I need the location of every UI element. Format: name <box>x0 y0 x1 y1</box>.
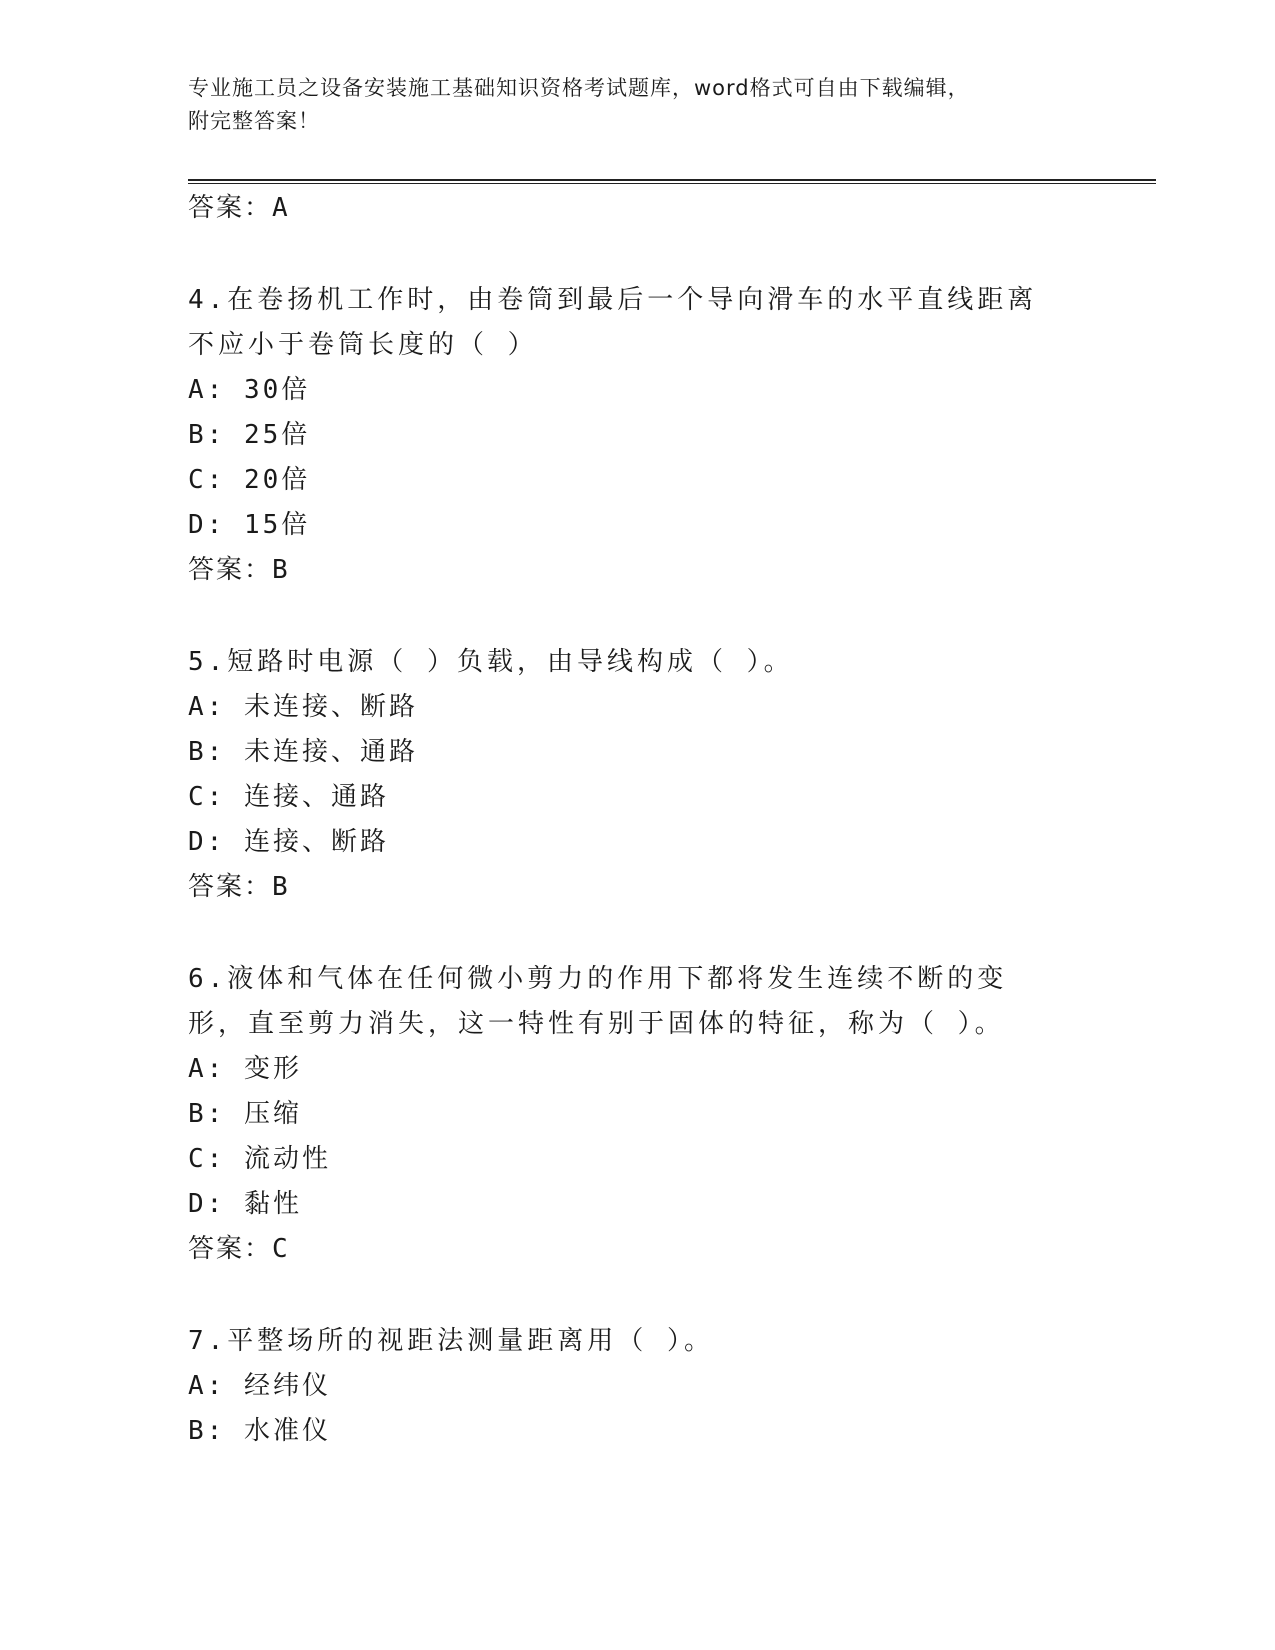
option-d: D: 黏性 <box>188 1189 302 1219</box>
question-list <box>188 186 1088 1454</box>
answer-value: A <box>272 193 289 223</box>
answer-value: B <box>272 555 289 585</box>
option-a: A: 未连接、断路 <box>188 692 418 722</box>
option-d: D: 连接、断路 <box>188 827 389 857</box>
answer-label: 答案： <box>188 872 273 902</box>
answer-line <box>188 186 1088 230</box>
option-c: C: 流动性 <box>188 1144 331 1174</box>
answer-label: 答案： <box>188 1234 273 1264</box>
question-stem: 5.短路时电源（ ）负载，由导线构成（ ）。 <box>188 647 794 677</box>
question-item <box>188 278 1088 592</box>
option-b: B: 25倍 <box>188 420 311 450</box>
header-divider <box>188 179 1156 184</box>
answer-label: 答案： <box>188 555 273 585</box>
question-stem: 7.平整场所的视距法测量距离用（ ）。 <box>188 1326 714 1356</box>
question-stem: 6.液体和气体在任何微小剪力的作用下都将发生连续不断的变形，直至剪力消失，这一特性有别于固体的特征，称为（ ）。 <box>188 964 1008 1039</box>
option-c: C: 20倍 <box>188 465 311 495</box>
option-a: A: 经纬仪 <box>188 1371 331 1401</box>
question-item <box>188 957 1088 1271</box>
question-item <box>188 640 1088 909</box>
answer-value: C <box>272 1234 289 1264</box>
question-stem: 4.在卷扬机工作时，由卷筒到最后一个导向滑车的水平直线距离不应小于卷筒长度的（ ） <box>188 285 1038 360</box>
document-header <box>188 72 1068 138</box>
answer-line <box>188 548 1088 592</box>
option-c: C: 连接、通路 <box>188 782 389 812</box>
answer-line <box>188 1227 1088 1271</box>
option-d: D: 15倍 <box>188 510 311 540</box>
option-b: B: 压缩 <box>188 1099 302 1129</box>
option-a: A: 变形 <box>188 1054 302 1084</box>
answer-value: B <box>272 872 289 902</box>
answer-line <box>188 865 1088 909</box>
question-item <box>188 1319 1088 1454</box>
option-a: A: 30倍 <box>188 375 311 405</box>
answer-label: 答案： <box>188 193 273 223</box>
header-line-1: 专业施工员之设备安装施工基础知识资格考试题库，word格式可自由下载编辑， <box>188 76 970 100</box>
option-b: B: 未连接、通路 <box>188 737 418 767</box>
option-b: B: 水准仪 <box>188 1416 331 1446</box>
header-line-2: 附完整答案！ <box>188 109 320 133</box>
